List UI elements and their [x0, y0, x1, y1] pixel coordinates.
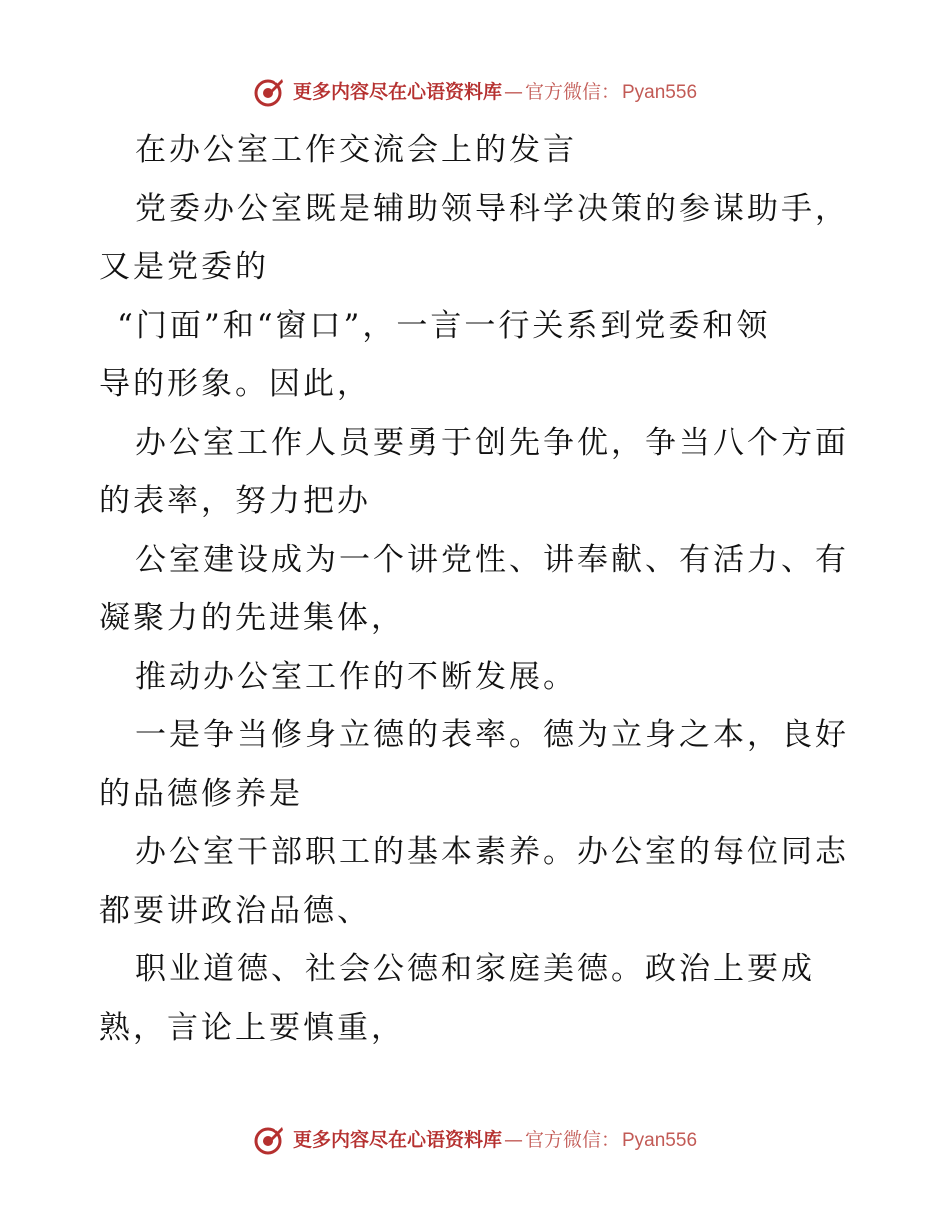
paragraph-line: 熟，言论上要慎重， [99, 1009, 405, 1046]
watermark-wechat-id: Pyan556 [622, 1129, 698, 1151]
paragraph-line: 党委办公室既是辅助领导科学决策的参谋助手， [135, 190, 849, 227]
paragraph-line: 公室建设成为一个讲党性、讲奉献、有活力、有 [135, 541, 849, 578]
watermark-brand: 更多内容尽在心语资料库 [292, 1128, 502, 1151]
header-watermark-banner [0, 72, 950, 112]
paragraph-line: 导的形象。因此， [99, 366, 371, 402]
paragraph-line: 一是争当修身立德的表率。德为立身之本，良好 [135, 717, 849, 753]
quill-logo-icon [253, 1124, 285, 1156]
footer-watermark-banner [0, 1120, 950, 1160]
watermark-separator: — [503, 1128, 523, 1151]
paragraph-line: 的品德修养是 [99, 775, 303, 812]
watermark-text [292, 1128, 698, 1151]
paragraph-line: 都要讲政治品德、 [99, 892, 371, 929]
watermark-wechat-id: Pyan556 [622, 81, 698, 103]
paragraph-line: “门面”和“窗口”，一言一行关系到党委和领 [117, 307, 771, 344]
paragraph-line: 推动办公室工作的不断发展。 [135, 658, 577, 695]
paragraph-line: 办公室工作人员要勇于创先争优，争当八个方面 [135, 424, 849, 461]
paragraph-line: 的表率，努力把办 [99, 483, 371, 519]
watermark-separator: — [503, 80, 523, 103]
watermark-text [292, 80, 698, 103]
watermark-wechat-label: 官方微信： [524, 80, 620, 103]
quill-logo-icon [253, 76, 285, 108]
watermark-wechat-label: 官方微信： [524, 1128, 620, 1151]
paragraph-line: 凝聚力的先进集体， [99, 600, 405, 636]
paragraph-line: 又是党委的 [99, 249, 269, 285]
document-body [99, 121, 851, 1057]
watermark-brand: 更多内容尽在心语资料库 [292, 80, 502, 103]
document-title: 在办公室工作交流会上的发言 [135, 132, 577, 168]
paragraph-line: 办公室干部职工的基本素养。办公室的每位同志 [135, 834, 849, 870]
paragraph-line: 职业道德、社会公德和家庭美德。政治上要成 [135, 951, 815, 987]
